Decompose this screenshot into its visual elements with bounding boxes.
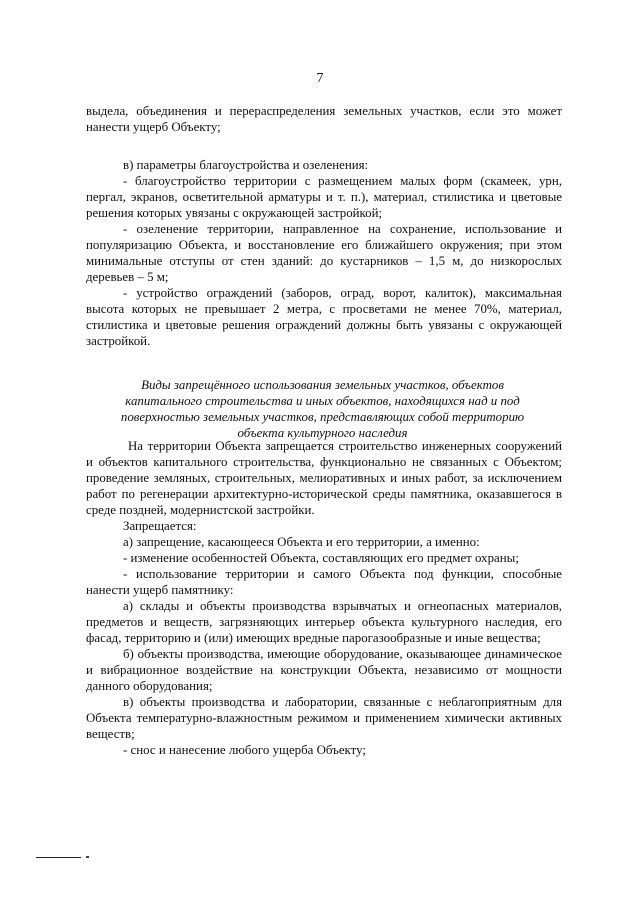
list-heading-v: в) параметры благоустройства и озеленения:: [123, 158, 369, 172]
sub-item-v: в) объекты производства и лаборатории, связанные с неблагоприятным для Объекта температурно-влажностным режимом и применением химически активных веществ;: [86, 695, 562, 741]
list-item-greenery: - озеленение территории, направленное на сохранение, использование и популяризацию Объекта, и восстановление его ближайшего окружения; при этом минимальные отступы от стен зданий: до кустарников – 1,5 м, до низкорослых деревьев – 5 м;: [86, 222, 562, 284]
paragraph-intro: На территории Объекта запрещается строительство инженерных сооружений и объектов капитального строительства, функционально не связанных с Объектом; проведение земляных, строительных, мелиоративных и иных работ, за исключением работ по регенерации архитектурно-исторической среды памятника, оказавшегося в среде поздней, модернистской застройки.: [86, 439, 562, 517]
paragraph-continuation: [86, 103, 562, 135]
sub-item-a: а) склады и объекты производства взрывчатых и огнеопасных материалов, предметов и веществ, загрязняющих интерьер объекта культурного наследия, его фасад, территорию и (или) имеющих вредные парогазообразные и иные вещества;: [86, 599, 562, 645]
list-heading-a: а) запрещение, касающееся Объекта и его территории, а именно:: [123, 535, 480, 549]
text-line: выдела, объединения и перераспределения земельных участков, если это может нанести ущерб Объекту;: [86, 104, 562, 134]
section-heading: Виды запрещённого использования земельных участков, объектов капитального строительства и иных объектов, находящихся над и под поверхностью земельных участков, представляющих собой территорию объекта культурного наследия: [120, 378, 525, 440]
list-item: - изменение особенностей Объекта, составляющих его предмет охраны;: [123, 551, 519, 565]
list-item: - снос и нанесение любого ущерба Объекту;: [123, 743, 366, 757]
page-number: 7: [316, 71, 324, 86]
section-prohibitions: [86, 438, 562, 758]
paragraph-prohibited: Запрещается:: [123, 519, 197, 533]
list-item-landscaping: - благоустройство территории с размещением малых форм (скамеек, урн, пергал, экранов, осветительной арматуры и т. п.), материал, стилистика и цветовые решения которых увязаны с окружающей застройкой;: [86, 174, 562, 220]
section-landscaping: [86, 157, 562, 349]
footer-rule: [36, 857, 81, 858]
sub-item-b: б) объекты производства, имеющие оборудование, оказывающее динамическое и вибрационное воздействие на конструкции Объекта, независимо от мощности данного оборудования;: [86, 647, 562, 693]
footer-mark: [86, 856, 89, 858]
list-item-fencing: - устройство ограждений (заборов, оград, ворот, калиток), максимальная высота которых не превышает 2 метра, с просветами не менее 70%, материал, стилистика и цветовые решения ограждений должны быть увязаны с окружающей застройкой.: [86, 286, 562, 348]
list-item: - использование территории и самого Объекта под функции, способные нанести ущерб памятнику:: [86, 567, 562, 597]
